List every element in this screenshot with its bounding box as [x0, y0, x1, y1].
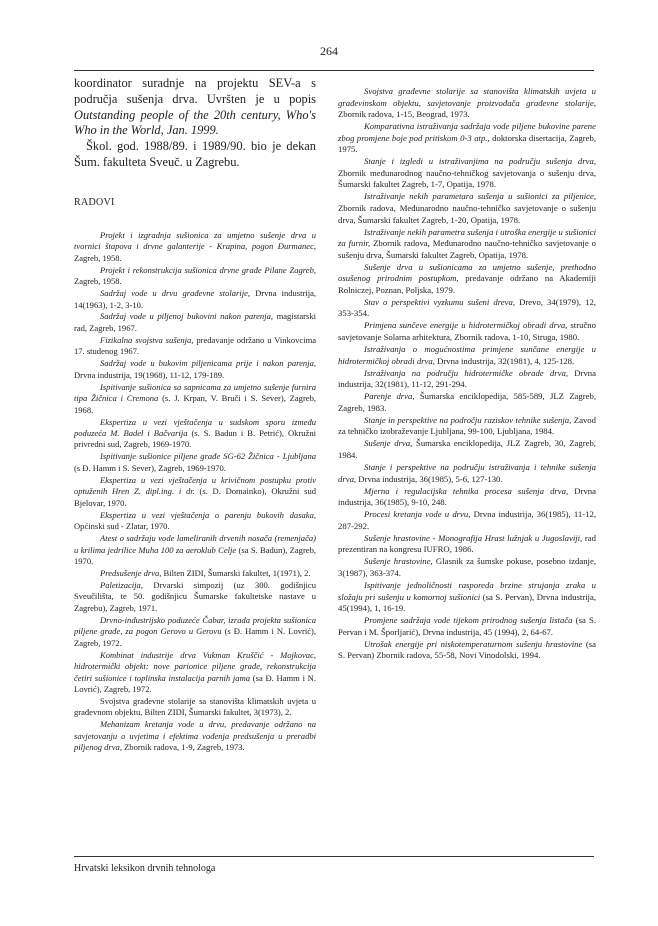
entry-details: Drvarski simpozij (uz 300. godišnjicu Sveučilišta, te 50. godišnjicu Šumarske fakultetske nastave u Zagrebu), Zagreb, 1971. [74, 579, 316, 613]
bibliography-entry [338, 639, 596, 662]
entry-details: , Zagreb, 1958. [74, 264, 316, 287]
right-column [338, 86, 596, 662]
entry-title: Sušenje drva, [364, 438, 413, 449]
entry-title: Fizikalna svojstva sušenja, [100, 334, 194, 345]
entry-title: Stanje i izgledi u istraživanjima na području sušenja drva, [364, 156, 596, 167]
entry-title: Stanje in perspektive na področju raziskov tehnike sušenja, [364, 414, 572, 425]
entry-title: Primjena sunčeve energije u hidrotermičkoj obradi drva, [364, 320, 568, 331]
entry-details: predavanje održano u Vinkovcima 17. studenog 1967. [74, 334, 317, 357]
bibliography-entry [74, 475, 316, 509]
entry-details: Šumarska enciklopedija, JLZ Zagreb, 30, Zagreb, 1984. [338, 438, 596, 460]
entry-details: (sa S. Pervan) Zbornik radova, 55-58, Novi Vinodolski, 1994. [338, 638, 597, 661]
entry-title: Ekspertiza u vezi vještačenja u krivičnom postupku protiv optuženih Hren Z. dipl.ing. i dr. [74, 474, 316, 497]
bibliography-entry [338, 580, 596, 615]
page-number: 264 [320, 44, 338, 58]
bibliography-entry [74, 615, 316, 649]
entry-details: (s Đ. Hamm i S. Sever), Zagreb, 1969-1970. [74, 462, 226, 473]
left-column [74, 76, 316, 754]
entry-title: Sadržaj vode u drvu građevne stolarije, [100, 288, 251, 299]
entry-details: stručno savjetovanje Solarna arhitektura, Zbornik radova, 1-10, Struga, 1980. [338, 320, 596, 342]
bibliography-entry [338, 297, 596, 320]
entry-title: Stanje i perspektive na području istraživanja i tehnike sušenja drva, [338, 462, 596, 484]
entry-details: magistarski rad, Zagreb, 1967. [74, 311, 316, 333]
intro-second-paragraph: Škol. god. 1988/89. i 1989/90. bio je dekan Šum. fakulteta Sveuč. u Zagrebu. [74, 139, 316, 169]
bibliography-entry [74, 451, 316, 474]
bibliography-entry [338, 509, 596, 532]
entry-title: Sadržaj vode u bukovim piljenicama prije i nakon parenja, [100, 358, 316, 369]
bibliography-entry [338, 462, 596, 485]
bibliography-entry [338, 556, 596, 579]
bibliography-entry [74, 382, 316, 416]
entry-details: (s Đ. Hamm i N. Lovrić), Zagreb, 1972. [74, 626, 317, 648]
bibliography-list-right [338, 86, 596, 662]
bibliography-entry [74, 335, 316, 358]
entry-details: Drvna industrija, 19(1968), 11-12, 179-189. [74, 369, 225, 380]
bibliography-entry [338, 156, 596, 191]
entry-details: (sa S. Badun), Zagreb, 1970. [74, 544, 317, 566]
entry-title: Paletizacija, [100, 579, 143, 590]
bibliography-entry [338, 344, 596, 367]
bibliography-entry [74, 265, 316, 288]
entry-title: Istraživanje nekih parametara sušenja u sušionici za piljenice, [364, 191, 596, 202]
entry-details: Drvna industrija, 36(1985), 11-12, 287-292. [338, 509, 596, 531]
section-title: RADOVI [74, 196, 115, 208]
entry-details: Drvna industrija, 14(1963), 1-2, 3-10. [74, 288, 316, 310]
footer-rule [74, 856, 594, 857]
entry-title: Istraživanje nekih parametra sušenja i utroška energije u sušionici za furnir, [338, 226, 596, 249]
entry-details: (s. D. Domainko), Okružni sud Bjelovar, 1970. [74, 486, 316, 508]
entry-details: Drevo, 34(1979), 12, 353-354. [338, 296, 596, 319]
footer-text: Hrvatski leksikon drvnih tehnologa [74, 863, 216, 874]
entry-title: Kombinat industrije drva Vukman Kruščić - Mojkovac, hidrotermički objekt: nove parionice piljene građe, rekonstrukcija četiri sušionice i toplinska instalacija parnih jama [74, 649, 316, 683]
entry-details: Drvna industrija, 32(1981), 4, 125-128. [434, 355, 575, 366]
entry-title: Projekt i izgradnja sušionica za umjetno sušenje drva u tvornici štapova i drvne galanterije - Krapina, pogon Đurmanec [74, 229, 316, 252]
bibliography-entry [338, 368, 596, 391]
entry-details: Drvna industrija, 32(1981), 11-12, 291-294. [338, 367, 596, 390]
entry-title: Drvno-industrijsko poduzeće Čabar, izrada projekta sušionica piljene građe, za pogon Gerovo u Gerovu [74, 614, 316, 637]
entry-title: Sušenje drva u sušionicama za umjetno sušenje, prethodno osušenog prirodnim postupkom, [338, 261, 596, 284]
entry-details: Općinski sud - Zlatar, 1970. [74, 521, 170, 532]
entry-details: (sa S. Pervan i M. Šporljarić), Drvna industrija, 45 (1994), 2, 64-67. [338, 615, 596, 637]
bibliography-entry [338, 533, 596, 556]
bibliography-entry [338, 438, 596, 461]
bibliography-entry [74, 358, 316, 381]
entry-title: Komparativna istraživanja sadržaja vode piljene bukovine parene zbog promjene boje pod pritiskom 0-3 atp., [338, 121, 596, 143]
bibliography-entry [74, 533, 316, 567]
biography-text [74, 76, 316, 171]
entry-details: Drvna industrija, 36(1985), 9-10, 248. [338, 485, 596, 508]
bibliography-entry [74, 568, 316, 579]
entry-details: rad prezentiran na kongresu IUFRO, 1986. [338, 532, 596, 555]
entry-details: Zbornik radova, Međunarodno naučno-tehničko savjetovanje o sušenju drva, Šumarski fakultet Zagreb, 1-20, Opatija, 1978. [338, 202, 596, 225]
entry-details: Šumarska enciklopedija, 585-589, JLZ Zagreb, Zagreb, 1983. [338, 391, 596, 413]
entry-details: predavanje održano na Akademiji Rolniczej, Poznan, Poljska, 1979. [338, 273, 596, 295]
entry-title: Projekt i rekonstrukcija sušionica drvne građe Pilane Zagreb [100, 264, 314, 275]
bibliography-list-left [74, 230, 316, 754]
bibliography-entry [338, 86, 596, 121]
bibliography-entry [74, 311, 316, 334]
bibliography-entry [338, 391, 596, 414]
intro-italic-text: Outstanding people of the 20th century, Who's Who in the World, Jan. 1999. [74, 107, 316, 138]
entry-title: Mjerna i regulacijska tehnika procesa sušenja drva, [364, 485, 569, 496]
entry-title: Stav o perspektivi vyzkumu sušeni dreva, [364, 296, 516, 307]
bibliography-entry [74, 650, 316, 696]
bibliography-entry [338, 320, 596, 343]
bibliography-entry [338, 486, 596, 509]
bibliography-entry [74, 417, 316, 451]
entry-title: Utrošak energije pri niskotemperaturnom sušenju hrastovine [364, 638, 583, 649]
entry-title: Svojstva građevne stolarije sa stanovišta klimatskih uvjeta u građevinskom objektu, savjetovanje proizvođača građevne stolarije, [338, 86, 596, 108]
entry-details: (sa S. Pervan), Drvna industrija, 45(1994), 1, 16-19. [338, 591, 596, 614]
entry-title: Ispitivanje jednoličnosti rasporeda brzine strujanja zraka u složaju pri sušenju u komornoj sušionici [338, 579, 596, 602]
entry-details: (s. S. Badun i B. Petrić), Okružni privredni sud, Zagreb, 1969-1970. [74, 427, 316, 450]
entry-details: , Zagreb, 1958. [74, 241, 316, 263]
entry-details: Drvna industrija, 36(1985), 5-6, 127-130. [356, 473, 503, 484]
header-rule [74, 70, 594, 71]
entry-title: Promjene sadržaja vode tijekom prirodnog sušenja listača [364, 615, 573, 626]
intro-text: koordinator suradnje na projektu SEV-a s područja sušenja drva. Uvršten je u popis [74, 76, 316, 106]
entry-title: Predsušenje drva, [100, 567, 162, 578]
entry-title: Ispitivanje sušionica sa sapnicama za umjetno sušenje furnira tipa Žičnica i Cremona [74, 381, 316, 404]
bibliography-entry [74, 230, 316, 264]
entry-details: (sa Đ. Hamm i N. Lovrić), Zagreb, 1972. [74, 672, 316, 694]
entry-title: Istraživanja na području hidrotermičke obrade drva, [364, 367, 569, 378]
bibliography-entry [74, 510, 316, 533]
bibliography-entry [338, 262, 596, 297]
entry-title: Sušenje hrastovine, [364, 556, 433, 567]
bibliography-entry [338, 191, 596, 226]
bibliography-entry [74, 288, 316, 311]
bibliography-entry [74, 719, 316, 753]
entry-details: Svojstva građevne stolarije sa stanovišta klimatskih uvjeta u građevnom objektu, Bilten ZIDI, Šumarski fakultet, 3(1973), 2. [74, 695, 316, 718]
bibliography-entry [338, 615, 596, 638]
entry-title: Ekspertiza u vezi vještačenja u sudskom sporu između poduzeća M. Badel i Bačvarija [74, 416, 316, 438]
entry-details: (s. J. Krpan, V. Bruči i S. Sever), Zagreb, 1968. [74, 393, 316, 415]
entry-title: Mehanizam kretanja vode u drvu, predavanje održano na savjetovanju o uvjetima i efektima vođenja predsušenja u preradbi piljenog drva, [74, 719, 316, 753]
bibliography-entry [74, 696, 316, 719]
entry-details: Glasnik za šumske pokuse, posebno izdanje, 3(1987), 363-374. [338, 556, 597, 578]
entry-title: Parenje drva, [364, 391, 415, 402]
bibliography-entry [338, 121, 596, 156]
bibliography-entry [338, 415, 596, 438]
entry-details: Zbornik radova, Međunarodno naučno-tehničko savjetovanje o sušenju drva, Šumarski fakultet Zagreb, Opatija, 1978. [338, 238, 596, 260]
entry-title: Atest o sadržaju vode lameliranih drvenih nosača (remenjača) u krilima jedrilice Muha 100 za aeroklub Celje [74, 533, 316, 555]
entry-title: Sušenje hrastovine - Monografija Hrast lužnjak u Jugoslaviji, [364, 532, 583, 543]
entry-title: Procesi kretanja vode u drvu, [364, 509, 471, 520]
entry-details: Zbornik međunarodnog naučno-tehničkog savjetovanja o sušenju drva, Šumarski fakultet Zagreb, 1-7, Opatija, 1978. [338, 167, 596, 190]
entry-details: Zbornik radova, 1-15, Beograd, 1973. [338, 109, 470, 120]
entry-details: Bilten ZIDI, Šumarski fakultet, 1(1971), 2. [161, 567, 311, 578]
entry-title: Sadržaj vode u piljenoj bukovini nakon parenja, [100, 311, 273, 322]
entry-details: doktorska disertacija, Zagreb, 1975. [338, 132, 596, 155]
entry-title: Ekspertiza u vezi vještačenja o parenju bukovih dasaka, [100, 509, 316, 520]
bibliography-entry [74, 580, 316, 614]
entry-title: Istraživanja o mogućnostima primjene sunčane energije u hidrotermičkoj obradi drva, [338, 344, 596, 366]
entry-title: Ispitivanje sušionice piljene građe SG-62 Žičnica - Ljubljana [100, 451, 316, 462]
entry-details: Zbornik radova, 1-9, Zagreb, 1973. [121, 742, 245, 753]
entry-details: Zavod za tehničko izobraževanje Ljubljana, 99-100, Ljubljana, 1984. [338, 414, 596, 437]
bibliography-entry [338, 227, 596, 262]
